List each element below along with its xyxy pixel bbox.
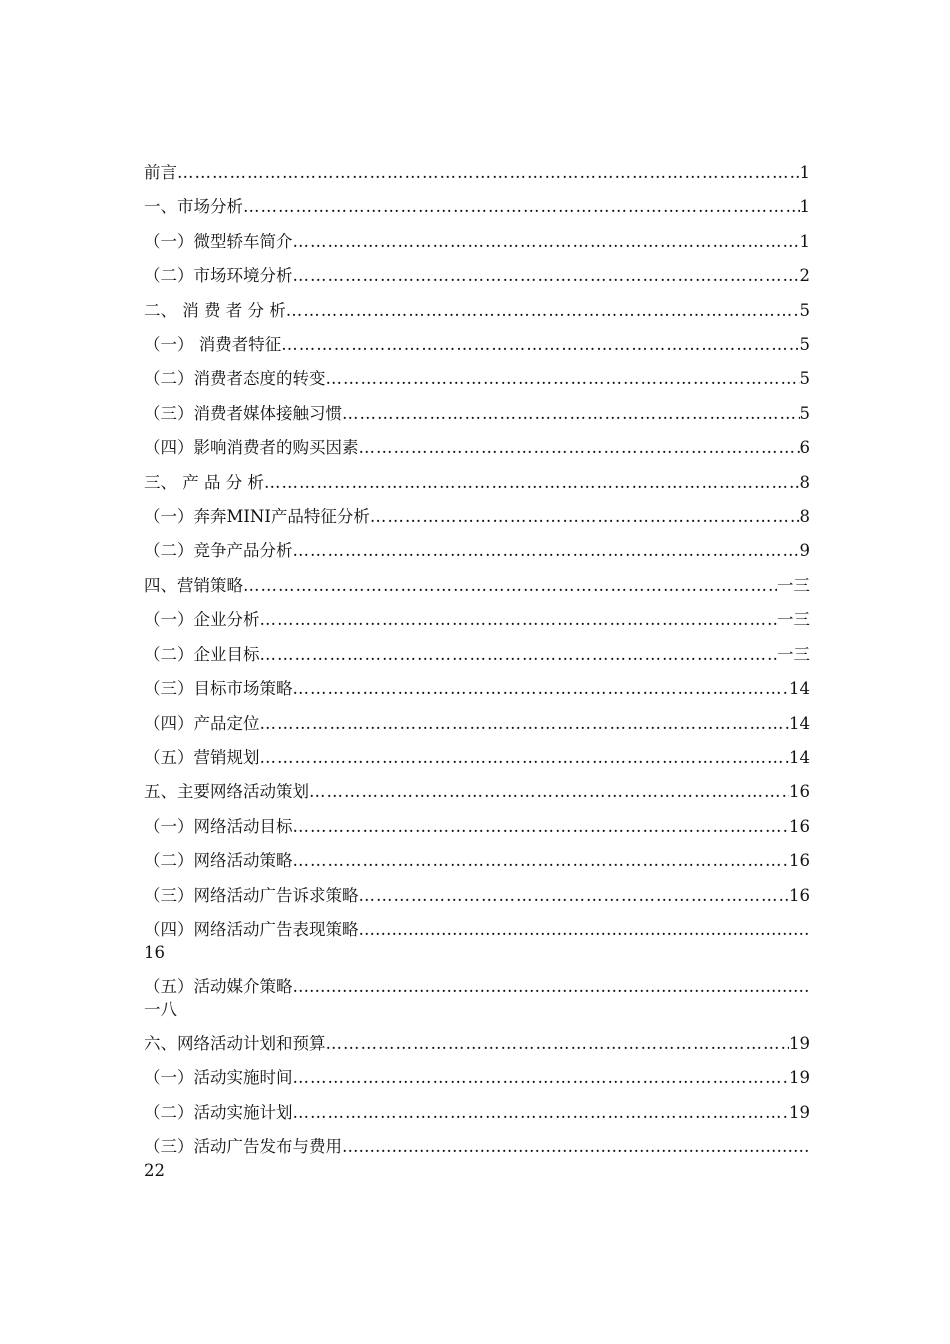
toc-entry-title: （二）市场环境分析: [144, 266, 293, 286]
toc-entry-page: 1: [799, 231, 810, 251]
toc-leader-dots: [370, 500, 800, 534]
toc-entry[interactable]: [144, 879, 810, 913]
toc-leader-dots: [243, 569, 777, 603]
toc-entry[interactable]: [144, 741, 810, 775]
toc-entry-page: 19: [789, 1033, 810, 1053]
toc-entry-title: （三）消费者媒体接触习惯: [144, 403, 342, 423]
toc-entry-title: （二）网络活动策略: [144, 851, 293, 871]
toc-entry-page: 5: [799, 335, 810, 355]
toc-entry-title: （三）网络活动广告诉求策略: [144, 885, 359, 905]
toc-entry-page: 16: [144, 943, 165, 963]
toc-entry-title: （一）奔奔MINI产品特征分析: [144, 507, 370, 527]
toc-leader-dots: [260, 741, 790, 775]
toc-entry[interactable]: [144, 1061, 810, 1095]
toc-leader-dots: [260, 603, 778, 637]
toc-leader-dots: [359, 431, 800, 465]
toc-leader-dots: [264, 466, 800, 500]
toc-entry-page: 14: [789, 713, 810, 733]
toc-entry-page: 16: [789, 782, 810, 802]
toc-entry-page: 16: [789, 816, 810, 836]
toc-entry-title: （三）目标市场策略: [144, 679, 293, 699]
toc-leader-dots: [281, 328, 799, 362]
toc-leader-dots: [293, 1061, 790, 1095]
toc-leader-dots: [359, 918, 811, 942]
toc-leader-dots: [286, 294, 800, 328]
toc-entry[interactable]: [144, 431, 810, 465]
toc-entry[interactable]: [144, 225, 810, 259]
toc-leader-dots: [293, 1096, 790, 1130]
toc-entry[interactable]: [144, 397, 810, 431]
toc-entry[interactable]: [144, 1130, 810, 1187]
toc-entry-page: 一三: [777, 644, 810, 664]
toc-leader-dots: [293, 810, 790, 844]
toc-entry[interactable]: [144, 362, 810, 396]
toc-entry-page: 6: [799, 438, 810, 458]
toc-entry[interactable]: [144, 534, 810, 568]
toc-entry-title: 三、 产 品 分 析: [144, 472, 264, 492]
toc-entry-title: （一）网络活动目标: [144, 816, 293, 836]
table-of-contents: [144, 156, 810, 1187]
toc-leader-dots: [293, 225, 800, 259]
toc-entry-title: （二）竞争产品分析: [144, 541, 293, 561]
toc-entry-title: （一）企业分析: [144, 610, 260, 630]
toc-entry[interactable]: [144, 844, 810, 878]
toc-leader-dots: [293, 844, 790, 878]
toc-entry-title: 六、网络活动计划和预算: [144, 1033, 326, 1053]
toc-entry-title: （四）产品定位: [144, 713, 260, 733]
toc-entry-page: 8: [799, 472, 810, 492]
toc-entry-page: 19: [789, 1068, 810, 1088]
toc-entry[interactable]: [144, 1096, 810, 1130]
toc-entry[interactable]: [144, 259, 810, 293]
toc-entry[interactable]: [144, 500, 810, 534]
toc-entry-page: 16: [789, 851, 810, 871]
toc-leader-dots: [293, 672, 790, 706]
toc-entry-page: 一三: [777, 575, 810, 595]
toc-leader-dots: [342, 397, 800, 431]
toc-entry-page: 2: [799, 266, 810, 286]
toc-entry-title: 二、 消 费 者 分 析: [144, 300, 286, 320]
toc-entry[interactable]: [144, 466, 810, 500]
toc-entry-page: 22: [144, 1160, 165, 1180]
toc-entry-title: （三）活动广告发布与费用: [144, 1137, 342, 1157]
toc-entry[interactable]: [144, 294, 810, 328]
toc-entry[interactable]: [144, 775, 810, 809]
toc-entry-page: 1: [799, 163, 810, 182]
toc-leader-dots: [243, 190, 800, 224]
toc-entry[interactable]: [144, 190, 810, 224]
toc-entry-title: （四）网络活动广告表现策略: [144, 919, 359, 939]
toc-leader-dots: [326, 1027, 790, 1061]
toc-leader-dots: [326, 362, 800, 396]
toc-entry-page: 一三: [777, 610, 810, 630]
toc-entry[interactable]: [144, 672, 810, 706]
toc-entry-page: 5: [799, 403, 810, 423]
toc-entry[interactable]: [144, 328, 810, 362]
toc-leader-dots: [293, 259, 800, 293]
toc-entry-title: （二）活动实施计划: [144, 1102, 293, 1122]
toc-leader-dots: [359, 879, 790, 913]
toc-leader-dots: [293, 534, 800, 568]
toc-leader-dots: [260, 707, 790, 741]
toc-entry[interactable]: [144, 603, 810, 637]
toc-entry[interactable]: [144, 1027, 810, 1061]
toc-entry-page: 8: [799, 507, 810, 527]
toc-entry-page: 5: [799, 300, 810, 320]
toc-entry-title: （五）活动媒介策略: [144, 976, 293, 996]
toc-entry-title: （二）消费者态度的转变: [144, 369, 326, 389]
toc-entry[interactable]: [144, 970, 810, 1027]
toc-entry-title: 四、营销策略: [144, 575, 243, 595]
toc-entry-title: （五）营销规划: [144, 747, 260, 767]
toc-entry-page: 19: [789, 1102, 810, 1122]
toc-entry[interactable]: [144, 913, 810, 970]
toc-entry-title: 一、市场分析: [144, 197, 243, 217]
toc-leader-dots: [177, 156, 800, 190]
toc-entry-title: （二）企业目标: [144, 644, 260, 664]
toc-entry[interactable]: [144, 569, 810, 603]
toc-entry-title: 五、主要网络活动策划: [144, 782, 309, 802]
toc-entry[interactable]: [144, 638, 810, 672]
toc-entry-title: 前言: [144, 163, 177, 182]
toc-leader-dots: [260, 638, 778, 672]
toc-entry-title: （四）影响消费者的购买因素: [144, 438, 359, 458]
toc-entry[interactable]: [144, 156, 810, 190]
toc-entry-title: （一）活动实施时间: [144, 1068, 293, 1088]
toc-entry[interactable]: [144, 707, 810, 741]
toc-entry-page: 16: [789, 885, 810, 905]
toc-entry-page: 9: [799, 541, 810, 561]
toc-entry-page: 一八: [144, 1000, 177, 1020]
toc-entry-title: （一）微型轿车简介: [144, 231, 293, 251]
toc-entry-page: 14: [789, 747, 810, 767]
toc-leader-dots: [309, 775, 789, 809]
toc-entry-title: （一） 消费者特征: [144, 335, 282, 355]
toc-entry-page: 14: [789, 679, 810, 699]
toc-entry-page: 1: [799, 197, 810, 217]
toc-entry-page: 5: [799, 369, 810, 389]
toc-leader-dots: [293, 975, 811, 999]
toc-leader-dots: [342, 1135, 810, 1159]
toc-entry[interactable]: [144, 810, 810, 844]
